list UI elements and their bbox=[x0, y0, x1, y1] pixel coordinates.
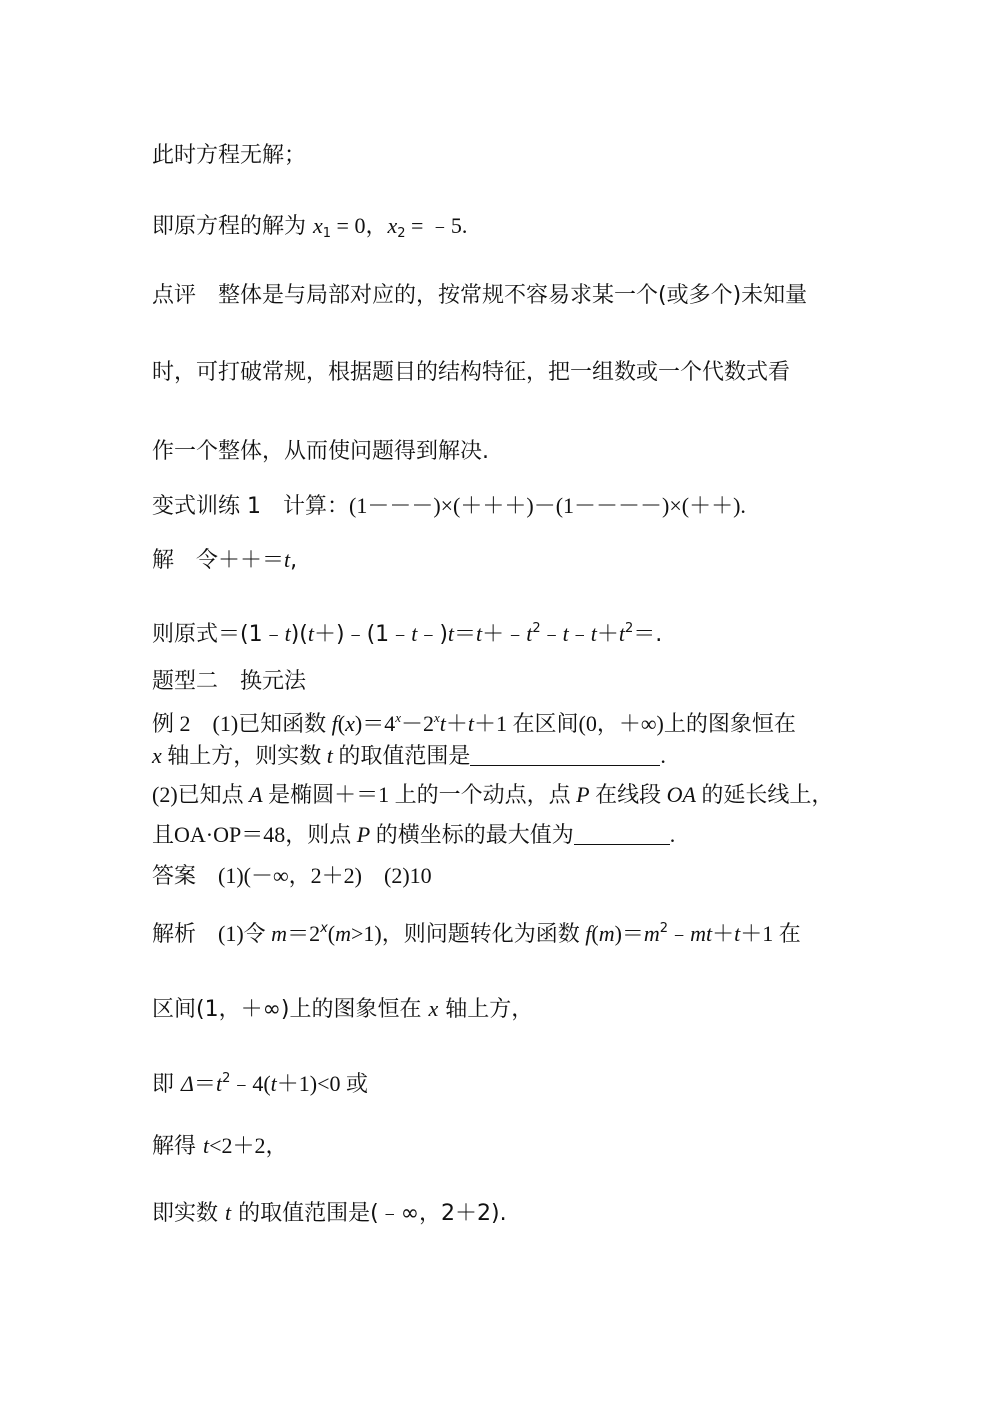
text: 则原式＝(1﹣ bbox=[152, 622, 285, 647]
var-f: f bbox=[331, 711, 338, 736]
var-t: t bbox=[439, 711, 446, 736]
var-t: t bbox=[225, 1200, 232, 1225]
text: ﹣ bbox=[668, 921, 691, 946]
text: 即 bbox=[152, 1072, 181, 1097]
example-line-2 bbox=[152, 741, 666, 771]
text: 即实数 bbox=[152, 1201, 225, 1226]
var-t: t bbox=[562, 621, 569, 646]
answer-line bbox=[152, 861, 432, 892]
subscript: 1 bbox=[322, 226, 332, 241]
var-A: A bbox=[249, 782, 263, 807]
text: 在线段 bbox=[589, 782, 667, 807]
text: , bbox=[290, 548, 298, 573]
analysis-label: 解析 bbox=[152, 922, 197, 947]
variant-exercise-line bbox=[152, 491, 746, 522]
exponent: x bbox=[320, 921, 328, 936]
var-x2: x bbox=[387, 213, 398, 238]
text: 轴上方， bbox=[438, 997, 534, 1022]
text: ﹣4( bbox=[230, 1071, 271, 1096]
solution-label: 解 bbox=[152, 548, 175, 573]
text: ( bbox=[591, 921, 599, 946]
text: 时，可打破常规，根据题目的结构特征，把一组数或一个代数式看 bbox=[152, 360, 791, 385]
exponent: 2 bbox=[532, 621, 541, 636]
text: )( bbox=[290, 622, 308, 647]
text: (1)(－∞，2＋2) (2)10 bbox=[218, 863, 432, 888]
exponent: 2 bbox=[659, 921, 669, 936]
subscript: 2 bbox=[397, 226, 406, 241]
text: ＋﹣ bbox=[482, 622, 527, 647]
text: ＋1)<0 或 bbox=[276, 1071, 369, 1096]
var-x: x bbox=[152, 743, 162, 768]
var-t: t bbox=[307, 621, 315, 646]
line-2 bbox=[152, 211, 467, 249]
var-t: t bbox=[447, 621, 455, 646]
remark-label: 点评 bbox=[152, 283, 197, 308]
text: ﹣) bbox=[417, 622, 448, 647]
text: ＋ bbox=[596, 622, 619, 647]
section-heading bbox=[152, 667, 306, 697]
var-t: t bbox=[411, 621, 418, 646]
text: ＝2 bbox=[287, 921, 321, 946]
var-m: m bbox=[598, 921, 615, 946]
var-t: t bbox=[618, 621, 626, 646]
var-t: t bbox=[284, 547, 291, 572]
var-t: t bbox=[476, 621, 483, 646]
var-t: t bbox=[467, 711, 475, 736]
text: 的延长线上， bbox=[695, 782, 834, 807]
var-delta: Δ bbox=[181, 1071, 194, 1096]
text: ﹣ bbox=[568, 622, 591, 647]
var-P: P bbox=[576, 782, 590, 807]
answer-blank[interactable] bbox=[470, 745, 660, 766]
variant-label: 变式训练 1 bbox=[152, 494, 261, 519]
example-line-3 bbox=[152, 780, 833, 810]
var-t: t bbox=[284, 621, 291, 646]
text: ＋)﹣(1﹣ bbox=[314, 622, 412, 647]
exponent: 2 bbox=[222, 1071, 231, 1086]
text: . bbox=[660, 743, 666, 768]
text: 轴上方，则实数 bbox=[161, 743, 327, 768]
line-19 bbox=[152, 1198, 507, 1229]
example-line-1 bbox=[152, 703, 796, 739]
text: >1)，则问题转化为函数 bbox=[351, 921, 586, 946]
text: )＝ bbox=[614, 921, 644, 946]
var-P: P bbox=[356, 822, 371, 847]
line-16 bbox=[152, 994, 533, 1025]
var-x: x bbox=[345, 711, 355, 736]
text: －2 bbox=[400, 711, 434, 736]
line-4 bbox=[152, 358, 790, 388]
var-m: m bbox=[643, 921, 660, 946]
solution-line bbox=[152, 545, 297, 576]
var-t: t bbox=[203, 1133, 210, 1158]
var-x: x bbox=[428, 996, 439, 1021]
text: ＝. bbox=[633, 622, 663, 647]
text: 整体是与局部对应的，按常规不容易求某一个(或多个)未知量 bbox=[218, 283, 808, 308]
var-t: t bbox=[270, 1071, 277, 1096]
remark-line bbox=[152, 281, 807, 311]
var-m: m bbox=[335, 921, 351, 946]
text: 且OA·OP＝48，则点 bbox=[152, 822, 357, 847]
var-f: f bbox=[585, 921, 592, 946]
answer-label: 答案 bbox=[152, 864, 197, 889]
text: ＋ bbox=[445, 711, 468, 736]
text: ﹣ bbox=[540, 622, 563, 647]
var-OA: OA bbox=[666, 782, 696, 807]
text: 例 2 (1)已知函数 bbox=[152, 711, 332, 736]
text: 解得 bbox=[152, 1134, 203, 1159]
text: 计算：(1－－－)×(＋＋＋)－(1－－－－)×(＋＋). bbox=[283, 493, 746, 518]
line-8 bbox=[152, 614, 662, 650]
text: = ﹣5. bbox=[405, 213, 468, 238]
text: 的取值范围是 bbox=[332, 743, 471, 768]
text: ( bbox=[327, 921, 336, 946]
text: 即原方程的解为 bbox=[152, 214, 313, 239]
text: 的横坐标的最大值为 bbox=[370, 822, 574, 847]
text: ＝ bbox=[193, 1071, 216, 1096]
var-t: t bbox=[526, 621, 533, 646]
text: <2＋2， bbox=[209, 1133, 288, 1158]
analysis-line bbox=[152, 914, 801, 950]
text: ＋ bbox=[712, 921, 735, 946]
var-x1: x bbox=[313, 213, 323, 238]
var-t: t bbox=[590, 621, 597, 646]
example-line-4 bbox=[152, 820, 675, 850]
text: (1)令 bbox=[218, 921, 272, 946]
text: 令＋＋＝ bbox=[196, 548, 285, 573]
var-t: t bbox=[215, 1071, 223, 1096]
text: (2)已知点 bbox=[152, 782, 250, 807]
line-1 bbox=[152, 141, 306, 171]
text: 区间(1，＋∞)上的图象恒在 bbox=[152, 997, 429, 1022]
text: )＝4 bbox=[354, 711, 396, 736]
text: ( bbox=[337, 711, 346, 736]
exponent: x bbox=[395, 710, 401, 725]
exponent: 2 bbox=[625, 621, 634, 636]
text: 作一个整体，从而使问题得到解决. bbox=[152, 439, 489, 464]
var-t: t bbox=[705, 921, 713, 946]
line-17 bbox=[152, 1064, 368, 1100]
var-m: m bbox=[271, 921, 288, 946]
answer-blank[interactable] bbox=[574, 824, 670, 845]
text: ＋1 在区间(0，＋∞)上的图象恒在 bbox=[474, 711, 796, 736]
text: = 0， bbox=[331, 213, 388, 238]
text: . bbox=[669, 822, 676, 847]
text: 的取值范围是(﹣∞，2＋2). bbox=[231, 1201, 507, 1226]
var-t: t bbox=[734, 921, 741, 946]
text: ＋1 在 bbox=[740, 921, 801, 946]
text: 此时方程无解； bbox=[152, 143, 307, 168]
text: ＝ bbox=[454, 622, 477, 647]
exponent: x bbox=[434, 710, 440, 725]
heading-text: 题型二 换元法 bbox=[152, 669, 307, 694]
line-5 bbox=[152, 437, 489, 467]
var-t: t bbox=[326, 743, 333, 768]
text: 是椭圆＋＝1 上的一个动点，点 bbox=[262, 782, 577, 807]
line-18 bbox=[152, 1131, 288, 1162]
var-m: m bbox=[690, 921, 706, 946]
